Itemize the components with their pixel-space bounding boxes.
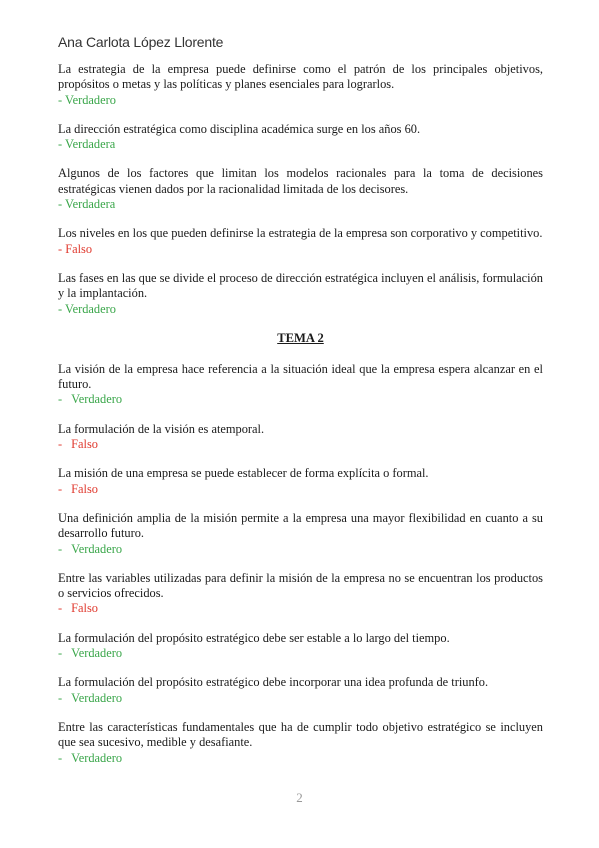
answer-text: - Verdadero xyxy=(58,301,116,316)
answer-dash: - xyxy=(58,437,63,452)
question-block xyxy=(58,226,543,257)
question-text: La dirección estratégica como disciplina académica surge en los años 60. xyxy=(58,121,421,136)
question-block xyxy=(58,122,543,153)
question-block xyxy=(58,422,543,453)
answer-label: Falso xyxy=(71,601,98,616)
question-block xyxy=(58,271,543,317)
answer-label: Verdadero xyxy=(71,541,123,556)
question-text: Entre las variables utilizadas para definir la misión de la empresa no se encuentran los productos o servicios ofrecidos. xyxy=(58,570,543,601)
answer-dash: - xyxy=(58,392,63,407)
question-block xyxy=(58,62,543,108)
question-block xyxy=(58,511,543,557)
answer-text xyxy=(58,482,543,497)
question-text: Entre las características fundamentales que ha de cumplir todo objetivo estratégico se incluyen que sea sucesivo, medible y desafiante. xyxy=(58,719,543,750)
question-block xyxy=(58,362,543,408)
question-block xyxy=(58,466,543,497)
question-block xyxy=(58,166,543,212)
question-text: La misión de una empresa se puede establecer de forma explícita o formal. xyxy=(58,466,429,481)
question-text: La visión de la empresa hace referencia a la situación ideal que la empresa espera alcanzar en el futuro. xyxy=(58,361,543,392)
question-text: Los niveles en los que pueden definirse la estrategia de la empresa son corporativo y competitivo. xyxy=(58,226,543,241)
answer-label: Verdadero xyxy=(71,750,123,765)
answer-label: Verdadero xyxy=(71,690,123,705)
answer-dash: - xyxy=(58,601,63,616)
document-body xyxy=(58,62,543,780)
question-text: La estrategia de la empresa puede definirse como el patrón de los principales objetivos, propósitos o metas y las políticas y planes esenciales para lograrlos. xyxy=(58,62,543,92)
answer-text xyxy=(58,751,543,766)
answer-text xyxy=(58,542,543,557)
answer-text: - Verdadero xyxy=(58,92,116,107)
question-block xyxy=(58,571,543,617)
answer-dash: - xyxy=(58,690,63,705)
answer-dash: - xyxy=(58,646,63,661)
answer-label: Verdadero xyxy=(71,646,123,661)
question-text: Algunos de los factores que limitan los modelos racionales para la toma de decisiones estratégicas vienen dados por la racionalidad limitada de los decisores. xyxy=(58,166,543,196)
question-block xyxy=(58,631,543,662)
answer-text xyxy=(58,392,543,407)
question-text: Las fases en las que se divide el proceso de dirección estratégica incluyen el análisis, formulación y la implantación. xyxy=(58,270,543,301)
page-number: 2 xyxy=(296,790,303,805)
answer-label: Verdadero xyxy=(71,392,123,407)
section-title-tema-2: TEMA 2 xyxy=(277,330,324,345)
question-text: La formulación del propósito estratégico debe incorporar una idea profunda de triunfo. xyxy=(58,675,489,690)
answer-text: - Verdadera xyxy=(58,197,116,212)
section-2-list xyxy=(58,362,543,766)
answer-text xyxy=(58,601,543,616)
question-block xyxy=(58,720,543,766)
question-text: La formulación del propósito estratégico debe ser estable a lo largo del tiempo. xyxy=(58,630,450,645)
section-1-list xyxy=(58,62,543,317)
answer-text xyxy=(58,437,543,452)
answer-text: - Falso xyxy=(58,241,93,256)
question-text: La formulación de la visión es atemporal. xyxy=(58,421,265,436)
question-text: Una definición amplia de la misión permite a la empresa una mayor flexibilidad en cuanto a su desarrollo futuro. xyxy=(58,510,543,541)
author-header: Ana Carlota López Llorente xyxy=(58,34,224,50)
answer-text: - Verdadera xyxy=(58,137,116,152)
answer-dash: - xyxy=(58,481,63,496)
answer-label: Falso xyxy=(71,481,98,496)
answer-text xyxy=(58,691,543,706)
answer-dash: - xyxy=(58,541,63,556)
answer-dash: - xyxy=(58,750,63,765)
question-block xyxy=(58,675,543,706)
answer-text xyxy=(58,646,543,661)
answer-label: Falso xyxy=(71,437,98,452)
